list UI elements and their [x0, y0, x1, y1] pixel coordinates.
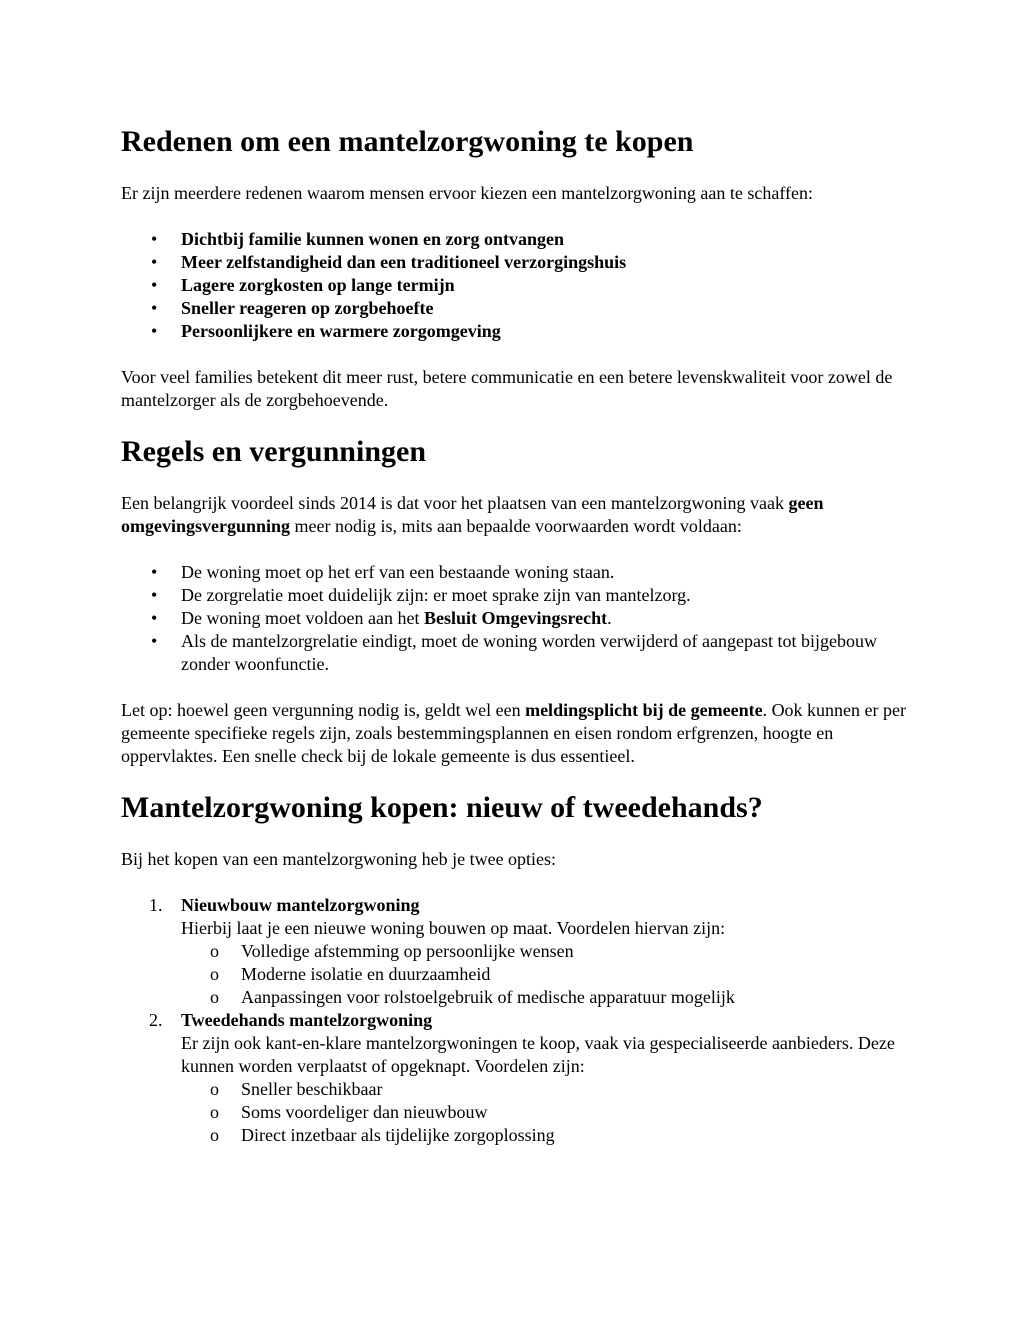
list-item: • Dichtbij familie kunnen wonen en zorg ontvangen [151, 229, 565, 249]
list-number: 1. [149, 895, 163, 915]
circle-bullet-icon: o [210, 964, 219, 984]
option-item [121, 1009, 911, 1147]
bold-term: meldingsplicht bij de gemeente [525, 700, 763, 720]
bullet-icon: • [151, 298, 158, 318]
section-heading-kopen: Mantelzorgwoning kopen: nieuw of tweedehands? [121, 791, 763, 824]
option-sublist [181, 940, 911, 1009]
list-item: o Moderne isolatie en duurzaamheid [210, 964, 491, 984]
option-title: Nieuwbouw mantelzorgwoning [181, 895, 420, 915]
rules-list [121, 561, 911, 676]
section1-outro: Voor veel families betekent dit meer rust, betere communicatie en een betere levenskwaliteit voor zowel de mantelzorger als de zorgbehoevende. [121, 367, 893, 410]
bullet-icon: • [151, 608, 158, 628]
list-item: • De woning moet voldoen aan het Besluit Omgevingsrecht. [151, 608, 612, 628]
option-desc: Er zijn ook kant-en-klare mantelzorgwoningen te koop, vaak via gespecialiseerde aanbieders. Deze kunnen worden verplaatst of opgeknapt. Voordelen zijn: [181, 1033, 895, 1076]
bold-term: geen omgevingsvergunning [121, 493, 824, 536]
section2-note: Let op: hoewel geen vergunning nodig is, geldt wel een meldingsplicht bij de gemeente. Ook kunnen er per gemeente specifieke regels zijn, zoals bestemmingsplannen en eisen rondom erfgrenzen, hoogte en oppervlaktes. Een snelle check bij de lokale gemeente is dus essentieel. [121, 700, 907, 766]
list-item: o Aanpassingen voor rolstoelgebruik of medische apparatuur mogelijk [210, 987, 735, 1007]
bullet-icon: • [151, 252, 158, 272]
option-item [121, 894, 911, 1009]
section-heading-regels: Regels en vergunningen [121, 435, 427, 468]
list-item: • De zorgrelatie moet duidelijk zijn: er moet sprake zijn van mantelzorg. [151, 585, 691, 605]
list-item: o Volledige afstemming op persoonlijke wensen [210, 941, 574, 961]
list-item: • De woning moet op het erf van een bestaande woning staan. [151, 562, 615, 582]
bullet-icon: • [151, 562, 158, 582]
circle-bullet-icon: o [210, 1102, 219, 1122]
list-item: • Lagere zorgkosten op lange termijn [151, 275, 455, 295]
list-number: 2. [149, 1010, 163, 1030]
options-list [121, 894, 911, 1147]
list-item: • Als de mantelzorgrelatie eindigt, moet de woning worden verwijderd of aangepast tot bijgebouw zonder woonfunctie. [151, 631, 877, 674]
bullet-icon: • [151, 275, 158, 295]
option-sublist [181, 1078, 911, 1147]
bullet-icon: • [151, 631, 158, 651]
list-item: o Direct inzetbaar als tijdelijke zorgoplossing [210, 1125, 555, 1145]
circle-bullet-icon: o [210, 1079, 219, 1099]
option-title: Tweedehands mantelzorgwoning [181, 1010, 433, 1030]
section3-intro: Bij het kopen van een mantelzorgwoning heb je twee opties: [121, 849, 557, 869]
section2-intro: Een belangrijk voordeel sinds 2014 is dat voor het plaatsen van een mantelzorgwoning vaak geen omgevingsvergunning meer nodig is, mits aan bepaalde voorwaarden wordt voldaan: [121, 493, 824, 536]
bullet-icon: • [151, 585, 158, 605]
list-item: • Persoonlijkere en warmere zorgomgeving [151, 321, 501, 341]
list-item: • Sneller reageren op zorgbehoefte [151, 298, 434, 318]
option-desc: Hierbij laat je een nieuwe woning bouwen op maat. Voordelen hiervan zijn: [181, 918, 726, 938]
circle-bullet-icon: o [210, 1125, 219, 1145]
bullet-icon: • [151, 321, 158, 341]
list-item: • Meer zelfstandigheid dan een traditioneel verzorgingshuis [151, 252, 627, 272]
circle-bullet-icon: o [210, 941, 219, 961]
section-heading-redenen: Redenen om een mantelzorgwoning te kopen [121, 125, 694, 158]
reasons-list [121, 228, 911, 343]
circle-bullet-icon: o [210, 987, 219, 1007]
bullet-icon: • [151, 229, 158, 249]
list-item: o Soms voordeliger dan nieuwbouw [210, 1102, 488, 1122]
list-item: o Sneller beschikbaar [210, 1079, 383, 1099]
section1-intro: Er zijn meerdere redenen waarom mensen ervoor kiezen een mantelzorgwoning aan te schaffen: [121, 183, 814, 203]
document-page [121, 118, 911, 1147]
bold-term: Besluit Omgevingsrecht [423, 608, 608, 628]
